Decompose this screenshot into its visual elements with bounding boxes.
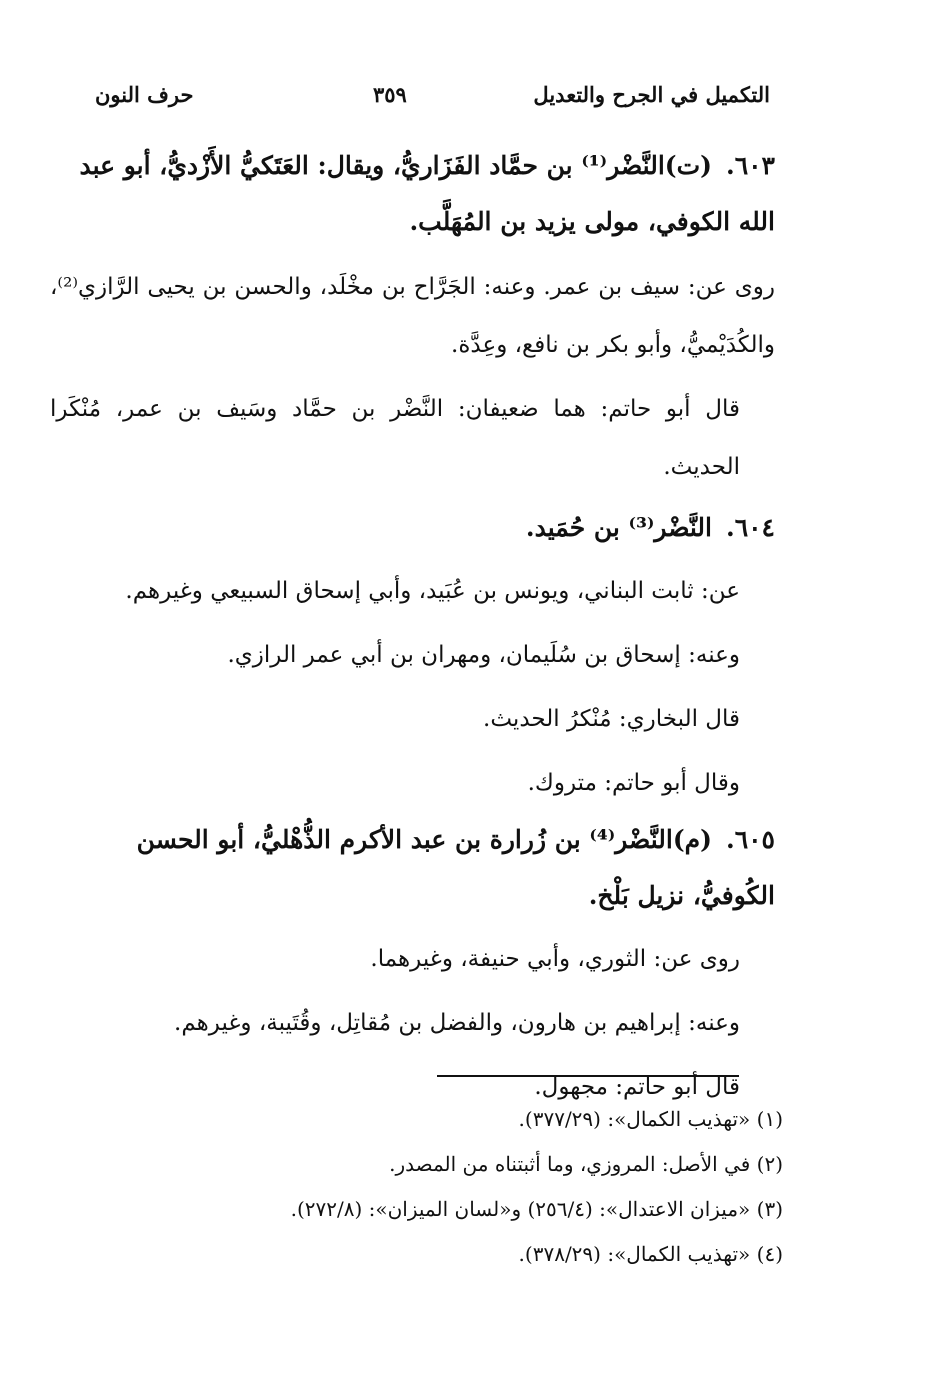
- footnote: (٢) في الأصل: المروزي، وما أثبتناه من المصدر.: [389, 1152, 783, 1176]
- footnote-divider: [437, 1075, 739, 1077]
- entry-paragraph: قال أبو حاتم: هما ضعيفان: النَّضْر بن حمَّاد وسَيف بن عمر، مُنْكَرا الحديث.: [50, 396, 740, 480]
- entry-paragraph: قال البخاري: مُنْكرُ الحديث.: [483, 706, 740, 732]
- entry-heading-text: (ت)النَّضْر⁽¹⁾ بن حمَّاد الفَزَاريُّ، ويقال: العَتَكيُّ الأَزْديُّ، أبو عبد الله الكوفي، مولى يزيد بن المُهَلَّب.: [79, 151, 775, 236]
- entry-paragraph: روى عن: الثوري، وأبي حنيفة، وغيرهما.: [370, 946, 740, 972]
- entry-paragraph: وعنه: إسحاق بن سُلَيمان، ومهران بن أبي عمر الرازي.: [227, 642, 740, 668]
- entry-603: [50, 138, 775, 496]
- main-text: [50, 138, 775, 1116]
- entry-paragraph: وقال أبو حاتم: متروك.: [527, 770, 740, 796]
- entry-paragraph: قال أبو حاتم: مجهول.: [534, 1074, 740, 1100]
- footnote: (١) «تهذيب الكمال»: (٣٧٧/٢٩).: [518, 1107, 783, 1131]
- entry-heading: [50, 138, 775, 250]
- entry-605: [50, 812, 775, 1116]
- entry-paragraph: عن: ثابت البناني، ويونس بن عُبَيد، وأبي إسحاق السبيعي وغيرهم.: [125, 578, 740, 604]
- entry-heading: [50, 812, 775, 924]
- book-title: التكميل في الجرح والتعديل: [533, 82, 770, 107]
- entry-604: [50, 500, 775, 812]
- chapter-title: حرف النون: [95, 82, 194, 107]
- entry-number: ٦٠٤.: [725, 513, 775, 542]
- entry-heading-text: (م)النَّضْر⁽⁴⁾ بن زُرارة بن عبد الأكرم الذُّهْليُّ، أبو الحسن الكُوفيُّ، نزيل بَلْخ.: [136, 825, 775, 910]
- running-header: [95, 80, 770, 120]
- footnote: (٤) «تهذيب الكمال»: (٣٧٨/٢٩).: [518, 1242, 783, 1266]
- page-number: ٣٥٩: [373, 82, 407, 107]
- entry-heading-text: النَّضْر⁽³⁾ بن حُمَيد.: [525, 513, 712, 542]
- entry-number: ٦٠٥.: [725, 825, 775, 854]
- entry-paragraph: وعنه: إبراهيم بن هارون، والفضل بن مُقاتِل، وقُتَيبة، وغيرهم.: [174, 1010, 740, 1036]
- footnote: (٣) «ميزان الاعتدال»: (٢٥٦/٤) و«لسان الميزان»: (٢٧٢/٨).: [290, 1197, 783, 1221]
- footnotes: [83, 1097, 783, 1277]
- entry-heading: [50, 500, 775, 556]
- entry-number: ٦٠٣.: [725, 151, 775, 180]
- entry-paragraph: روى عن: سيف بن عمر. وعنه: الجَرَّاح بن مخْلَد، والحسن بن يحيى الرَّازي⁽²⁾، والكُدَيْميُّ، وأبو بكر بن نافع، وعِدَّة.: [50, 274, 775, 358]
